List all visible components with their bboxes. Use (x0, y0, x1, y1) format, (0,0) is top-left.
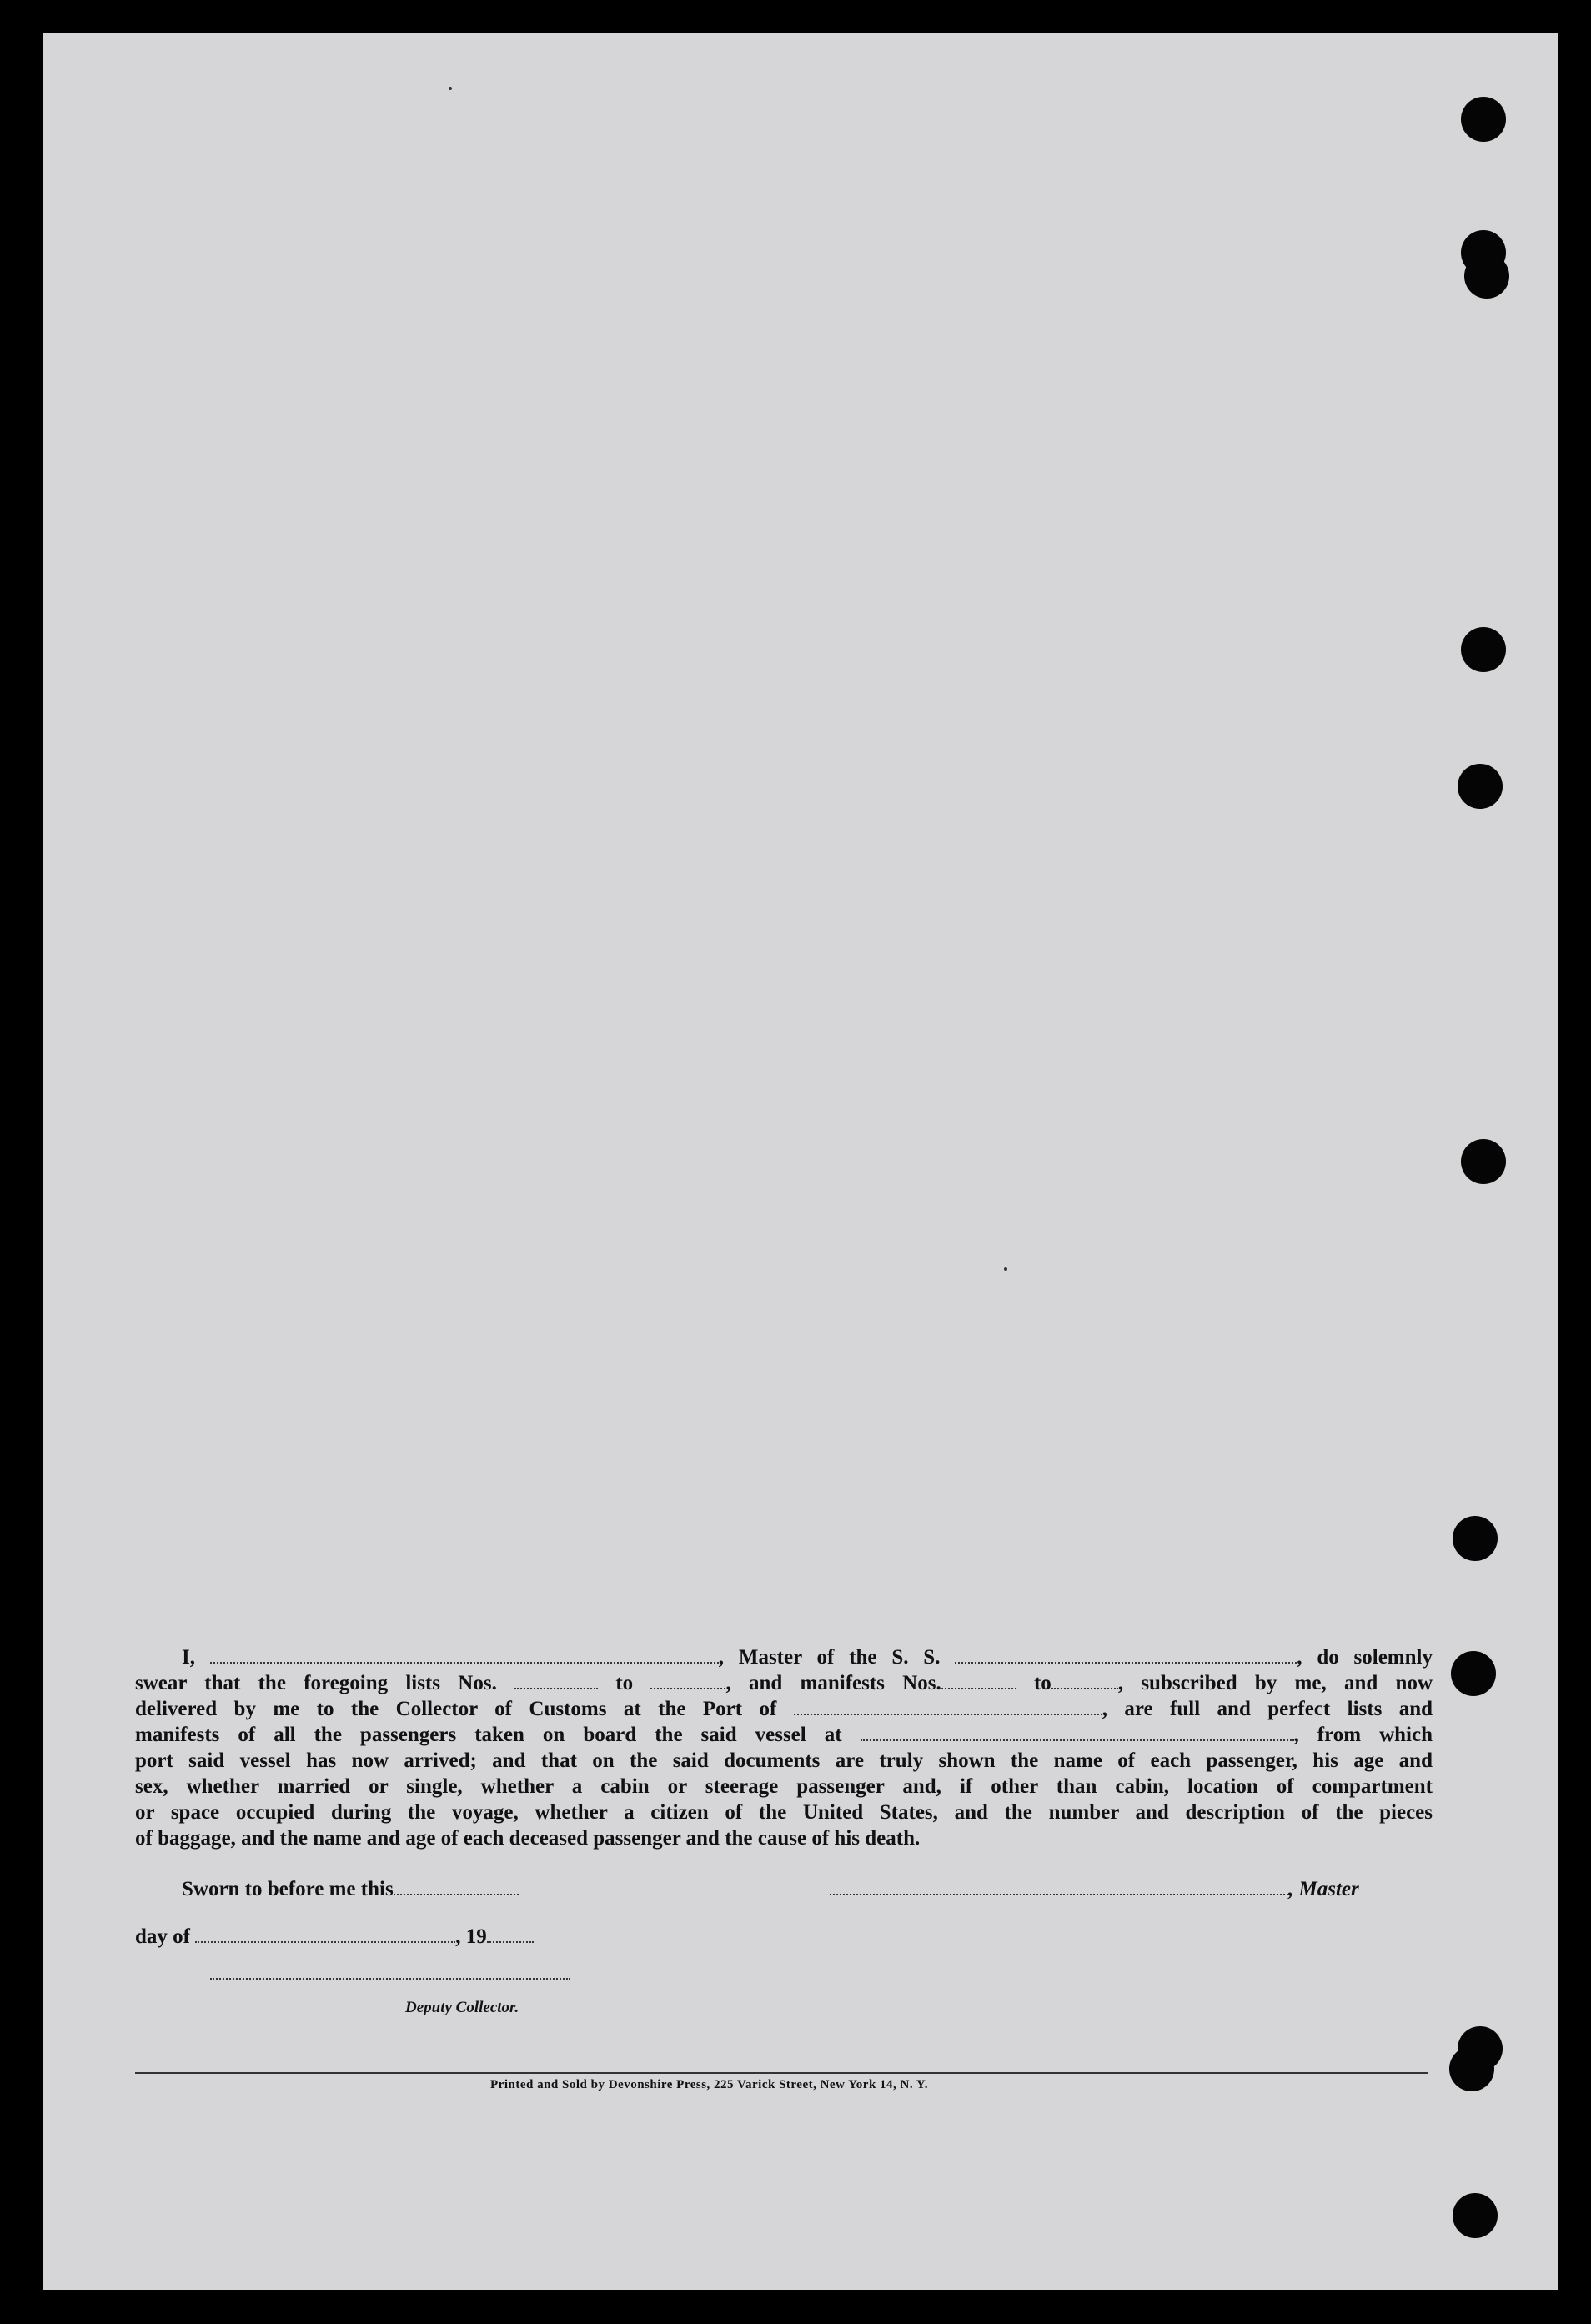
punch-hole (1461, 97, 1506, 142)
oath-line-7: or space occupied during the voyage, whether a citizen of the United States, and the number and description of the pieces (135, 1801, 1433, 1824)
sworn-date-field[interactable] (394, 1877, 519, 1895)
document-page (43, 33, 1558, 2290)
oath-text: , from which (1293, 1724, 1433, 1746)
day-of-label: day of (135, 1925, 190, 1948)
day-of-field[interactable] (195, 1925, 455, 1943)
lists-to-field[interactable] (650, 1671, 725, 1689)
punch-hole (1461, 1139, 1506, 1184)
oath-text: , do solemnly (1297, 1646, 1433, 1669)
master-signature-line (830, 1877, 1359, 1901)
punch-hole (1453, 2193, 1498, 2238)
oath-paragraph (135, 1644, 1433, 1851)
sworn-line (182, 1877, 519, 1901)
oath-text: manifests of all the passengers taken on board the said vessel at (135, 1724, 842, 1746)
oath-text: swear that the foregoing lists Nos. (135, 1672, 497, 1694)
deputy-signature-field[interactable] (210, 1978, 570, 1980)
punch-hole (1464, 253, 1509, 299)
master-label: , Master (1288, 1878, 1359, 1900)
sworn-label: Sworn to before me this (182, 1878, 394, 1900)
vessel-name-field[interactable] (955, 1645, 1297, 1664)
lists-from-field[interactable] (514, 1671, 598, 1689)
oath-text: delivered by me to the Collector of Customs at the Port of (135, 1698, 777, 1720)
oath-line-8: of baggage, and the name and age of each deceased passenger and the cause of his death. (135, 1827, 921, 1850)
embarkation-field[interactable] (861, 1723, 1294, 1741)
printer-imprint: Printed and Sold by Devonshire Press, 225 Varick Street, New York 14, N. Y. (490, 2078, 929, 2091)
oath-line-4 (135, 1722, 1433, 1748)
year-label: , 19 (455, 1925, 487, 1948)
oath-text: to (1033, 1672, 1051, 1694)
oath-text: I, (182, 1646, 195, 1669)
master-name-field[interactable] (210, 1645, 719, 1664)
master-signature-field[interactable] (830, 1877, 1288, 1895)
oath-text: , subscribed by me, and now (1117, 1672, 1433, 1694)
oath-text: , and manifests Nos. (725, 1672, 941, 1694)
oath-text: to (615, 1672, 634, 1694)
oath-line-3 (135, 1696, 1433, 1722)
punch-hole (1461, 627, 1506, 672)
port-field[interactable] (794, 1697, 1102, 1715)
footer-rule (135, 2072, 1428, 2074)
year-field[interactable] (487, 1925, 534, 1943)
deputy-collector-label: Deputy Collector. (405, 1999, 519, 2016)
day-of-line (135, 1925, 534, 1949)
oath-line-1 (135, 1644, 1433, 1670)
oath-line-6: sex, whether married or single, whether a cabin or steerage passenger and, if other than cabin, location of compartment (135, 1775, 1433, 1798)
punch-hole (1449, 2046, 1494, 2091)
oath-text: , Master of the S. S. (718, 1646, 941, 1669)
oath-line-5: port said vessel has now arrived; and that on the said documents are truly shown the name of each passenger, his age and (135, 1749, 1433, 1772)
punch-hole (1453, 1516, 1498, 1561)
punch-hole (1458, 764, 1503, 809)
punch-hole (1451, 1651, 1496, 1696)
speck (449, 87, 452, 90)
oath-text: , are full and perfect lists and (1102, 1698, 1433, 1720)
manifests-from-field[interactable] (941, 1671, 1016, 1689)
speck (1004, 1267, 1007, 1271)
oath-line-2 (135, 1670, 1433, 1696)
manifests-to-field[interactable] (1051, 1671, 1118, 1689)
